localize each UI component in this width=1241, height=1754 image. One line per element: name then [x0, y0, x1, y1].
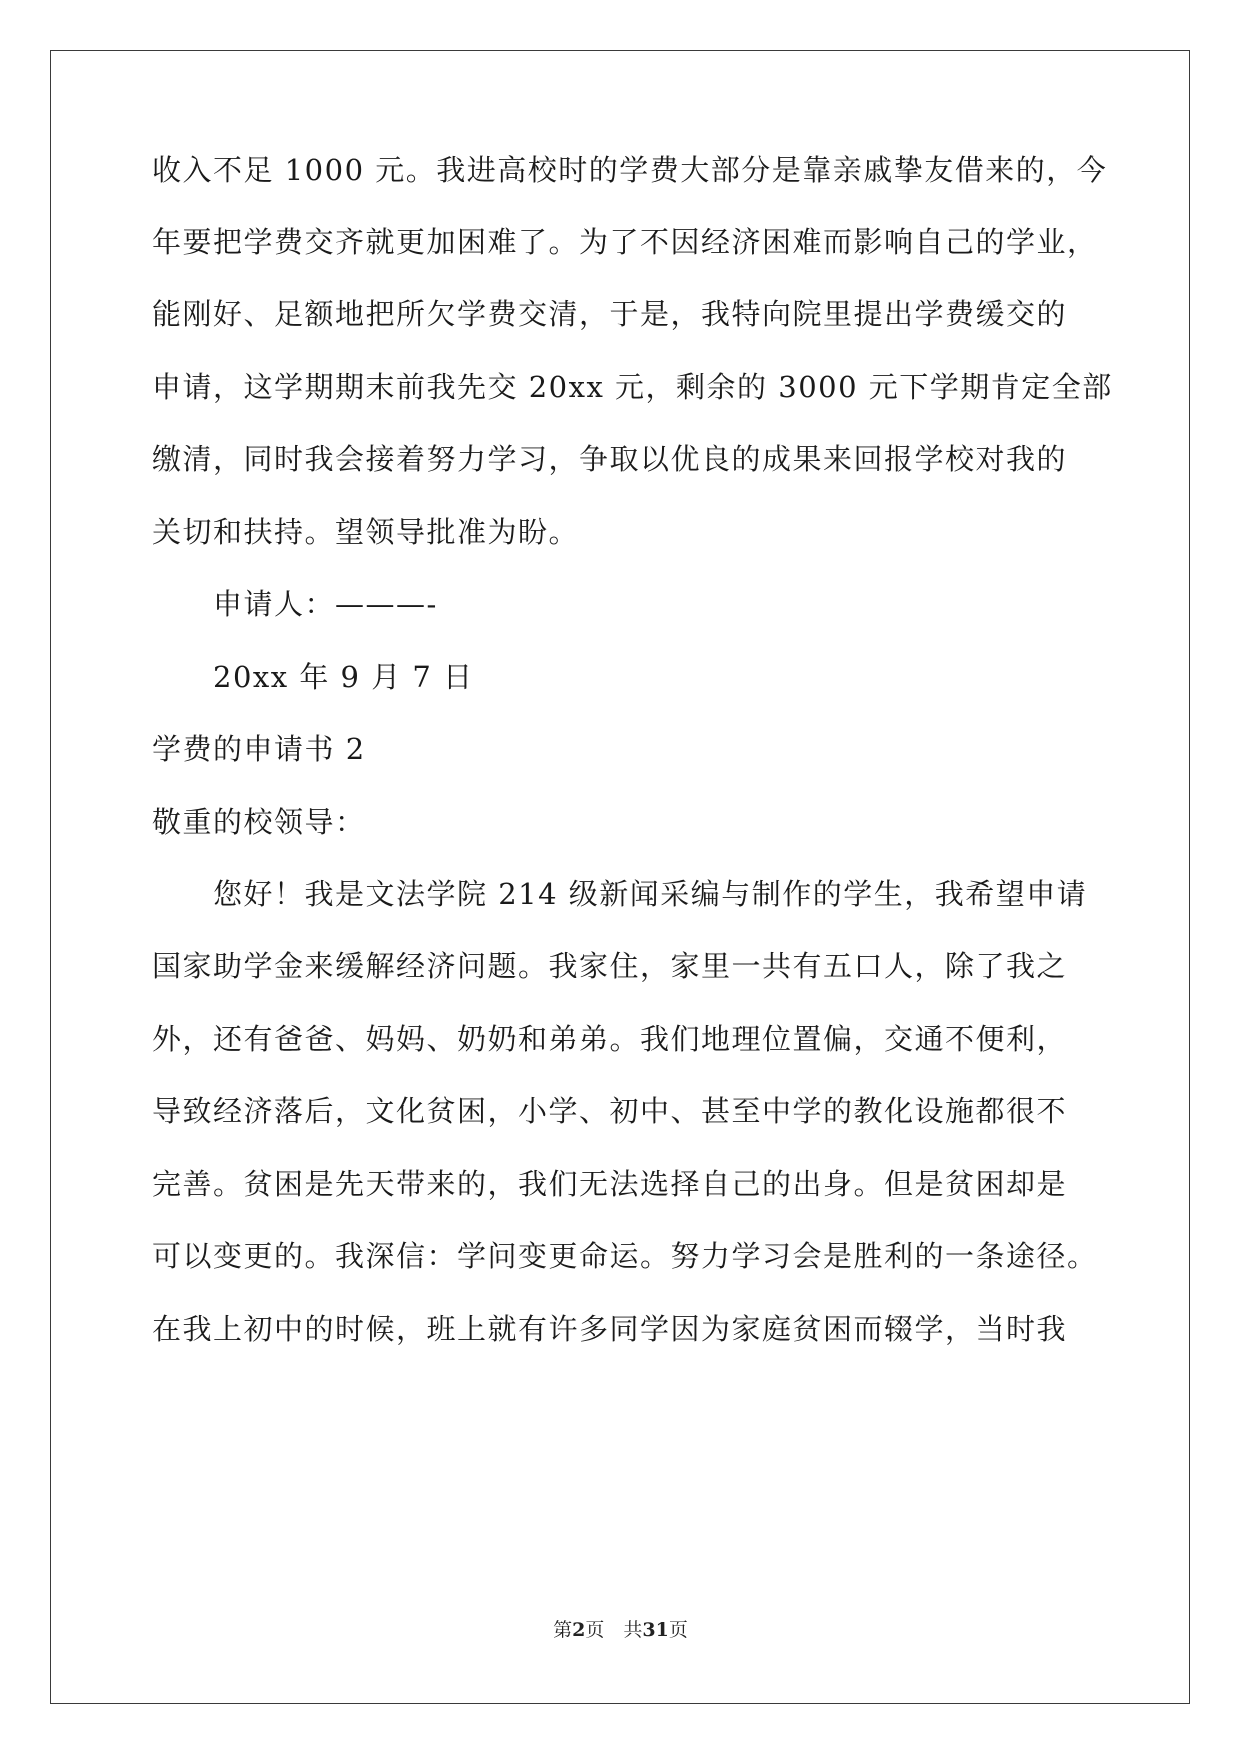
paragraph-line: 收入不足 1000 元。我进高校时的学费大部分是靠亲戚挚友借来的，今	[152, 153, 1108, 187]
page-mid: 页 共	[585, 1619, 643, 1641]
letter-date: 20xx 年 9 月 7 日	[213, 660, 474, 694]
paragraph-line: 在我上初中的时候，班上就有许多同学因为家庭贫困而辍学，当时我	[152, 1312, 1068, 1346]
page-total: 31	[642, 1619, 669, 1641]
paragraph-line: 年要把学费交齐就更加困难了。为了不因经济困难而影响自己的学业，	[152, 225, 1098, 259]
page-current: 2	[572, 1619, 586, 1641]
paragraph-line: 缴清，同时我会接着努力学习，争取以优良的成果来回报学校对我的	[152, 442, 1068, 476]
paragraph-line: 能刚好、足额地把所欠学费交清，于是，我特向院里提出学费缓交的	[152, 297, 1068, 331]
paragraph-line: 导致经济落后，文化贫困，小学、初中、甚至中学的教化设施都很不	[152, 1094, 1068, 1128]
salutation: 敬重的校领导：	[152, 805, 366, 839]
applicant-signature: 申请人：———-	[213, 587, 438, 621]
page-suffix: 页	[668, 1619, 688, 1641]
paragraph-line: 申请，这学期期末前我先交 20xx 元，剩余的 3000 元下学期肯定全部	[152, 370, 1113, 404]
paragraph-line: 外，还有爸爸、妈妈、奶奶和弟弟。我们地理位置偏，交通不便利，	[152, 1022, 1068, 1056]
paragraph-line: 关切和扶持。望领导批准为盼。	[152, 515, 580, 549]
paragraph-line: 国家助学金来缓解经济问题。我家住，家里一共有五口人，除了我之	[152, 949, 1068, 983]
paragraph-line: 可以变更的。我深信：学问变更命运。努力学习会是胜利的一条途径。	[152, 1239, 1098, 1273]
section-heading: 学费的申请书 2	[152, 732, 366, 766]
page-footer	[0, 1618, 1241, 1642]
page-prefix: 第	[553, 1619, 573, 1641]
paragraph-line: 完善。贫困是先天带来的，我们无法选择自己的出身。但是贫困却是	[152, 1167, 1068, 1201]
paragraph-line: 您好！我是文法学院 214 级新闻采编与制作的学生，我希望申请	[213, 877, 1088, 911]
